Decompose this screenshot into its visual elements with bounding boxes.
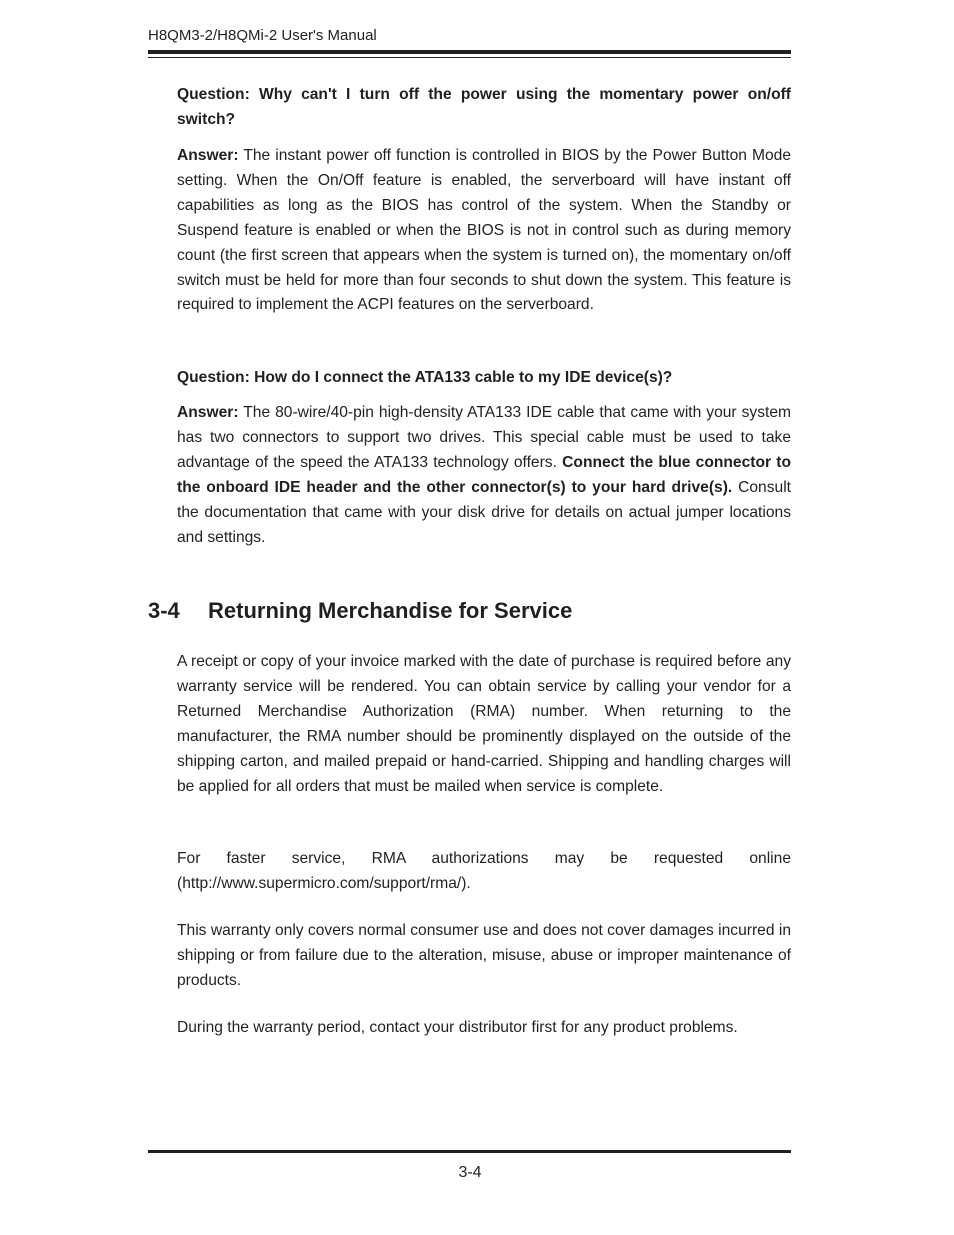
- section-paragraph-rma: A receipt or copy of your invoice marked with the date of purchase is required before any warranty service will be rendered. You can obtain service by calling your vendor for a Returned Merchandise Authorization (RMA) number. When returning to the manufacturer, the RMA number should be prominently displayed on the outside of the shipping carton, and mailed prepaid or hand-carried. Shipping and handling charges will be applied for all orders that must be mailed when service is complete.: [177, 653, 791, 795]
- page-header-title: H8QM3-2/H8QMi-2 User's Manual: [148, 27, 377, 44]
- faq-answer-1: [177, 144, 791, 318]
- answer-text: The instant power off function is controlled in BIOS by the Power Button Mode setting. When the On/Off feature is enabled, the serverboard will have instant off capabilities as long as the BIOS has control of the system. When the Standby or Suspend feature is enabled or when the BIOS is not in control such as during memory count (the first screen that appears when the system is turned on), the momentary on/off switch must be held for more than four seconds to shut down the system. This feature is required to implement the ACPI features on the serverboard.: [177, 147, 791, 314]
- section-paragraph-distributor: During the warranty period, contact your distributor first for any product problems.: [177, 1019, 738, 1036]
- section-title: Returning Merchandise for Service: [208, 598, 573, 623]
- section-number: 3-4: [148, 598, 180, 623]
- page-number: 3-4: [458, 1164, 482, 1181]
- section-heading: [148, 597, 572, 625]
- answer-emphasis: Connect the blue connector to the onboard IDE header and the other connector(s) to your hard drive(s).: [177, 453, 791, 496]
- footer-rule: [148, 1150, 791, 1153]
- answer-label: Answer:: [177, 404, 239, 421]
- section-paragraph-online: For faster service, RMA authorizations may be requested online (http://www.supermicro.com/support/rma/).: [177, 850, 791, 892]
- faq-question-2: Question: How do I connect the ATA133 cable to my IDE device(s)?: [177, 369, 673, 386]
- answer-label: Answer:: [177, 147, 239, 164]
- header-rule: [148, 50, 791, 54]
- faq-question-1: Question: Why can't I turn off the power using the momentary power on/off switch?: [177, 86, 791, 128]
- header-rule-thin: [148, 57, 791, 58]
- answer-text-continued: Consult the documentation that came with your disk drive for details on actual jumper locations and settings.: [177, 478, 791, 546]
- section-paragraph-warranty: This warranty only covers normal consumer use and does not cover damages incurred in shipping or from failure due to the alteration, misuse, abuse or improper maintenance of products.: [177, 922, 791, 989]
- faq-answer-2: [177, 401, 791, 550]
- answer-text: The 80-wire/40-pin high-density ATA133 IDE cable that came with your system has two connectors to support two drives. This special cable must be used to take advantage of the speed the ATA133 technology offers.: [177, 404, 791, 471]
